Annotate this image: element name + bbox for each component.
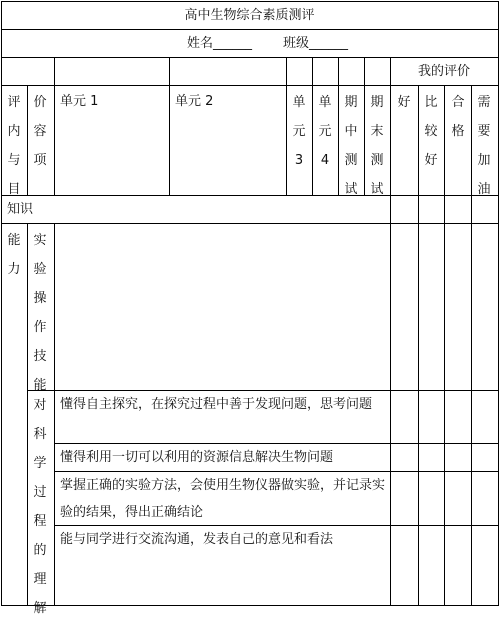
self-eval-header: 我的评价: [417, 64, 470, 79]
rule-knowledge: [1, 223, 499, 224]
experiment-skill-label: 实验操作技能: [33, 233, 47, 393]
unit-3-num: 3: [294, 153, 304, 168]
unit-4-chars: 单元: [318, 95, 332, 139]
criterion-4: 能与同学进行交流沟通，发表自己的意见和看法: [60, 532, 334, 547]
rating-good: 好: [397, 95, 411, 110]
unit-2-header: 单元 2: [175, 94, 214, 109]
border-bottom: [1, 605, 499, 606]
name-label: 姓名: [187, 36, 214, 51]
unit-3-chars: 单元: [292, 95, 306, 139]
rule-column-header: [1, 195, 499, 196]
row-header-right: 价容项: [33, 95, 47, 168]
midterm-header: 期中测试: [344, 95, 358, 197]
unit-3-header: [292, 88, 306, 175]
criterion-3: 掌握正确的实验方法，会使用生物仪器做实验，并记录实验的结果，得出正确结论: [60, 478, 386, 520]
class-field: [283, 36, 348, 51]
vline-27-head: [27, 85, 28, 195]
unit-4-header: [318, 88, 332, 175]
vline-312: [312, 57, 313, 195]
vline-169: [169, 57, 170, 195]
unit-1-header: 单元 1: [60, 94, 99, 109]
criterion-1: 懂得自主探究，在探究过程中善于发现问题，思考问题: [60, 397, 373, 412]
rating-fairly-good: 比较好: [424, 95, 438, 168]
vline-418: [418, 85, 419, 605]
class-label: 班级: [283, 36, 310, 51]
ability-label: 能力: [7, 233, 21, 277]
vline-338: [338, 57, 339, 195]
knowledge-label: 知识: [7, 202, 34, 217]
rule-name: [1, 57, 499, 58]
form-title: 高中生物综合素质测评: [184, 8, 315, 23]
vline-364: [364, 57, 365, 195]
vline-390: [390, 57, 391, 605]
unit-4-num: 4: [320, 153, 330, 168]
final-header: 期末测试: [370, 95, 384, 197]
vline-27-body: [27, 223, 28, 605]
rule-group-header: [1, 85, 499, 86]
border-top: [1, 1, 499, 2]
criterion-2: 懂得利用一切可以利用的资源信息解决生物问题: [60, 450, 334, 465]
border-left: [1, 1, 2, 606]
science-process-label: 对科学过程的理解: [33, 398, 47, 616]
rule-title: [1, 29, 499, 30]
vline-54-head: [54, 57, 55, 195]
name-blank: ______: [213, 36, 253, 51]
class-blank: ______: [309, 36, 349, 51]
row-header-left: 评内与目: [7, 95, 21, 197]
vline-444: [444, 85, 445, 605]
vline-286: [286, 57, 287, 195]
border-right: [498, 1, 499, 606]
name-field: [187, 36, 252, 51]
rating-pass: 合格: [451, 95, 465, 139]
vline-54-body: [54, 223, 55, 605]
rating-needs-effort: 需要加油: [477, 95, 491, 197]
vline-471: [471, 85, 472, 605]
